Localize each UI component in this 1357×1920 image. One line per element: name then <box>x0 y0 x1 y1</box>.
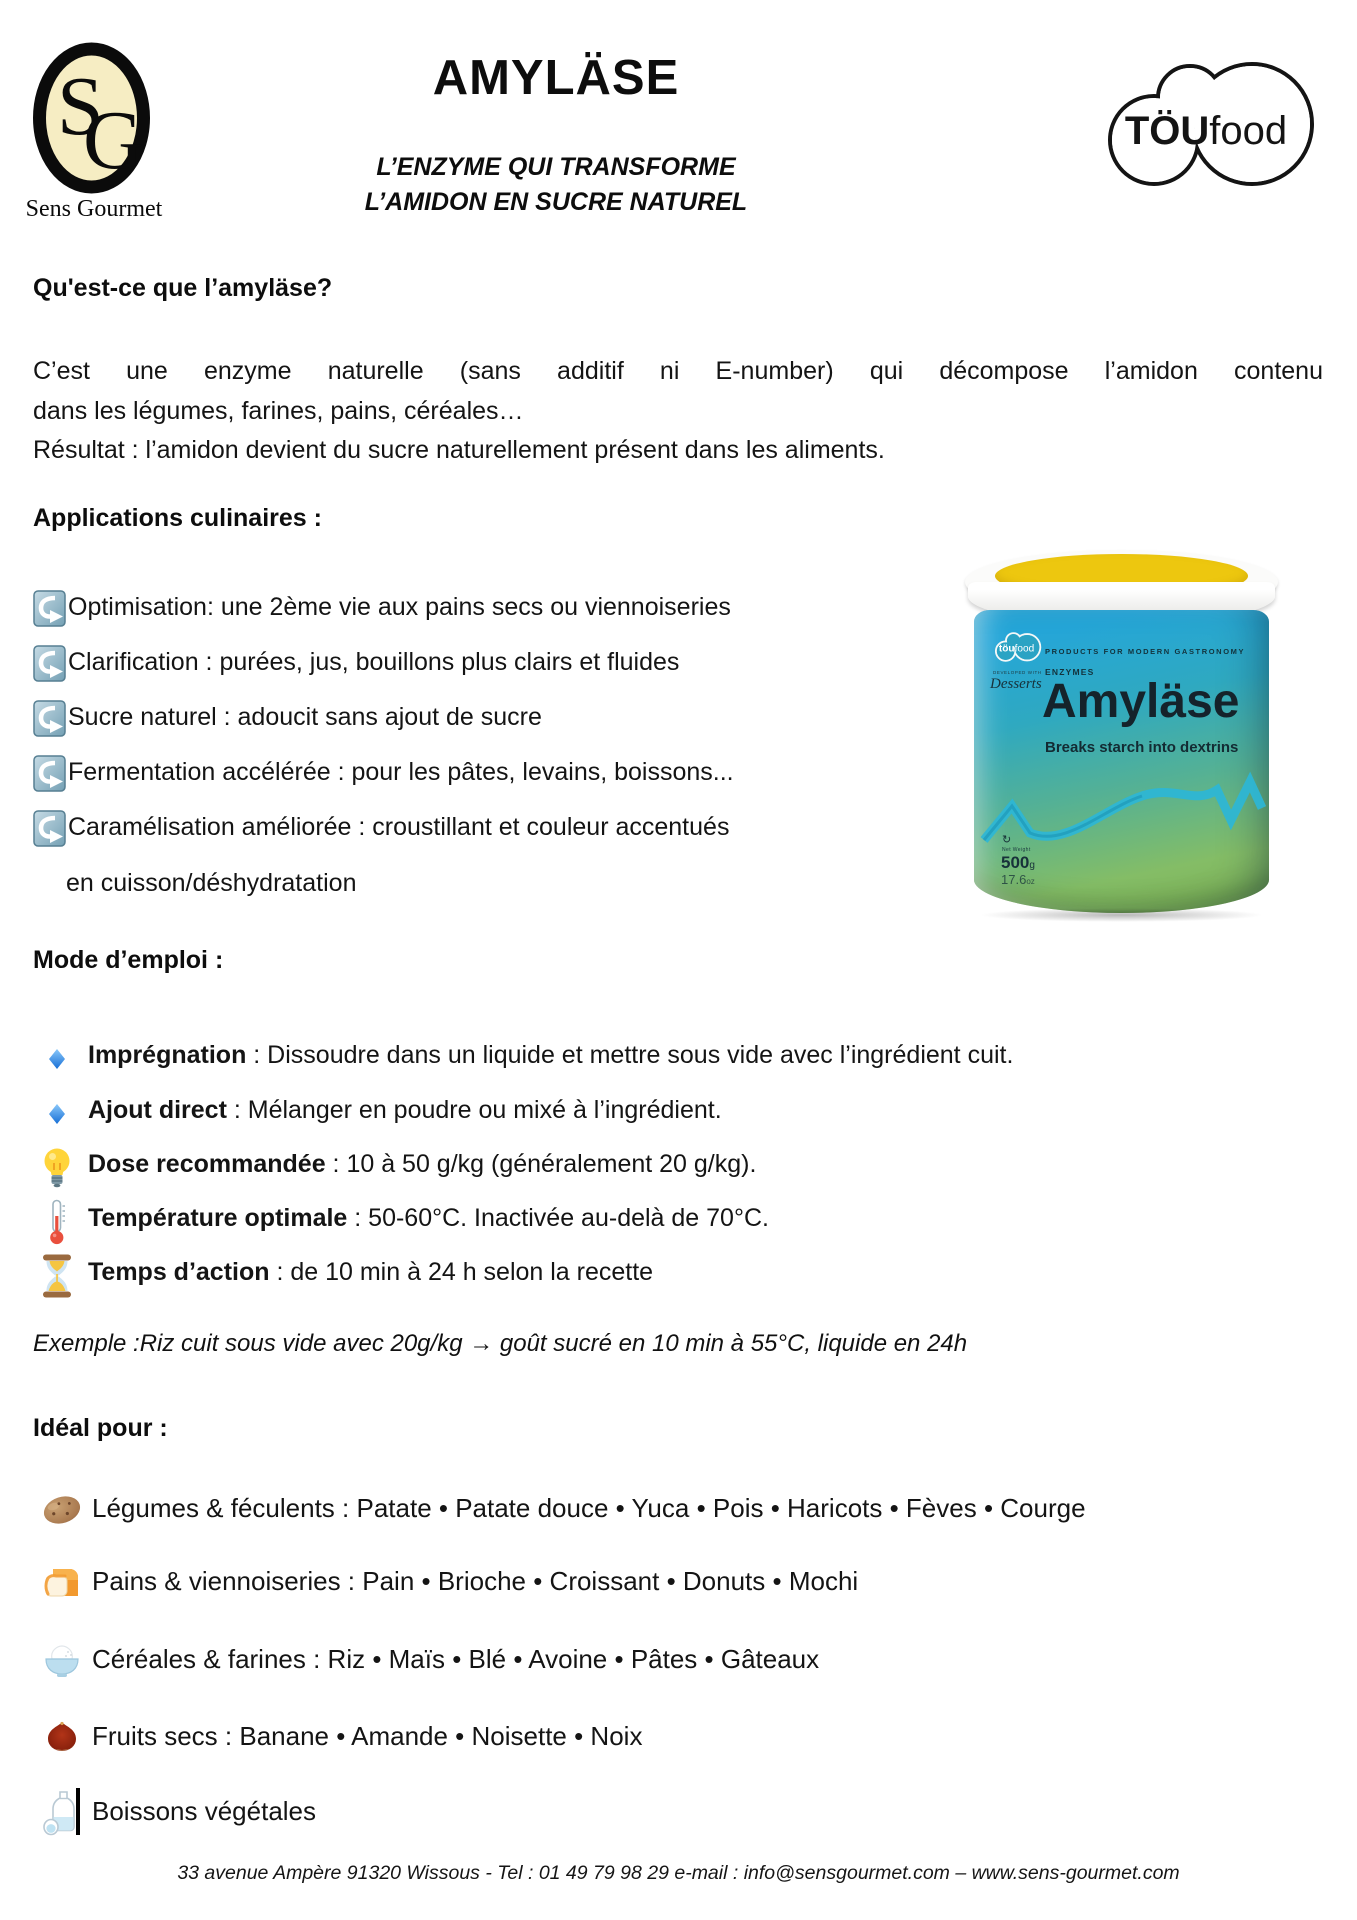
usage-detail: : 10 à 50 g/kg (généralement 20 g/kg). <box>325 1150 757 1178</box>
product-image <box>965 550 1278 922</box>
hourglass-icon <box>38 1250 76 1302</box>
curved-arrow-icon <box>33 755 66 792</box>
net-weight-oz: 17.6oz <box>1001 872 1035 887</box>
usage-detail: : Dissoudre dans un liquide et mettre sous vide avec l’ingrédient cuit. <box>246 1041 1014 1069</box>
blue-diamond-icon <box>38 1033 76 1085</box>
ideal-text: Légumes & féculents : Patate • Patate douce • Yuca • Pois • Haricots • Fèves • Courge <box>92 1493 1086 1523</box>
brand-name: Sens Gourmet <box>25 196 163 222</box>
potato-icon <box>39 1486 85 1534</box>
usage-detail: : de 10 min à 24 h selon la recette <box>269 1258 654 1286</box>
ideal-text: Céréales & farines : Riz • Maïs • Blé • Avoine • Pâtes • Gâteaux <box>92 1644 820 1674</box>
blue-diamond-icon <box>38 1088 76 1140</box>
bread-icon <box>39 1559 85 1607</box>
sens-gourmet-logo <box>33 42 150 199</box>
application-text: Caramélisation améliorée : croustillant et couleur accentués <box>68 813 730 841</box>
footer-contact-line: 33 avenue Ampère 91320 Wissous - Tel : 01 49 79 98 29 e-mail : info@sensgourmet.com – www.sens-gourmet.com <box>177 1862 1180 1884</box>
usage-label: Imprégnation <box>88 1041 247 1069</box>
ribbon-graphic <box>970 756 1270 856</box>
tub-tagline: PRODUCTS FOR MODERN GASTRONOMY <box>1045 647 1246 656</box>
sg-monogram-g: G <box>83 94 144 187</box>
tub-shadow <box>979 908 1264 922</box>
usage-text <box>88 1150 756 1179</box>
application-continuation: en cuisson/déshydratation <box>66 869 357 897</box>
ideal-text: Fruits secs : Banane • Amande • Noisette • Noix <box>92 1721 643 1751</box>
usage-label: Dose recommandée <box>88 1150 326 1178</box>
tub-category: ENZYMES <box>1045 667 1095 677</box>
curved-arrow-icon <box>33 700 66 737</box>
usage-text <box>88 1041 1013 1070</box>
usage-label: Temps d’action <box>88 1258 270 1286</box>
ideal-text: Boissons végétales <box>92 1796 317 1826</box>
curved-arrow-icon <box>33 645 66 682</box>
usage-label: Température optimale <box>88 1204 348 1232</box>
usage-heading: Mode d’emploi : <box>33 946 224 974</box>
curved-arrow-icon <box>33 590 66 627</box>
curved-arrow-icon <box>33 810 66 847</box>
chestnut-icon <box>39 1714 85 1762</box>
tub-toufood-logo <box>992 626 1042 673</box>
net-weight: 500g <box>1001 853 1035 872</box>
intro-heading: Qu'est-ce que l’amyläse? <box>33 274 333 302</box>
application-text: Fermentation accélérée : pour les pâtes, levains, boissons... <box>68 758 734 786</box>
application-text: Optimisation: une 2ème vie aux pains secs ou viennoiseries <box>68 593 731 621</box>
application-text: Sucre naturel : adoucit sans ajout de sucre <box>68 703 542 731</box>
tub-partner-logo: Desserts <box>990 676 1042 692</box>
usage-text <box>88 1258 653 1287</box>
subtitle-line-1: L’ENZYME QUI TRANSFORME <box>376 153 736 181</box>
intro-paragraph <box>33 352 1323 471</box>
page-subtitle <box>280 150 832 220</box>
net-weight-label: Net Weight <box>1002 847 1031 853</box>
ideal-heading: Idéal pour : <box>33 1414 168 1442</box>
product-claim: Breaks starch into dextrins <box>1045 739 1239 756</box>
usage-example: Exemple :Riz cuit sous vide avec 20g/kg → goût sucré en 10 min à 55°C, liquide en 24h <box>33 1330 968 1357</box>
usage-detail: : Mélanger en poudre ou mixé à l’ingrédient. <box>226 1096 722 1124</box>
tub-logo-wordmark: töufood <box>998 643 1035 655</box>
usage-detail: : 50-60°C. Inactivée au-delà de 70°C. <box>347 1204 769 1232</box>
applications-heading: Applications culinaires : <box>33 504 322 532</box>
lightbulb-icon <box>38 1142 76 1194</box>
ideal-text: Pains & viennoiseries : Pain • Brioche • Croissant • Donuts • Mochi <box>92 1566 859 1596</box>
toufood-logo <box>1092 56 1320 197</box>
application-text: Clarification : purées, jus, bouillons plus clairs et fluides <box>68 648 680 676</box>
usage-label: Ajout direct <box>88 1096 227 1124</box>
usage-text <box>88 1204 769 1233</box>
tub-developed-with: DEVELOPED WITH <box>993 670 1042 675</box>
subtitle-line-2: L’AMIDON EN SUCRE NATUREL <box>364 188 748 216</box>
rice-bowl-icon <box>39 1637 85 1685</box>
intro-line-2: dans les légumes, farines, pains, céréales… <box>33 396 524 425</box>
thermometer-icon <box>38 1196 76 1248</box>
product-name: Amyläse <box>1042 675 1240 728</box>
recycle-icon: ↻ <box>1002 834 1012 846</box>
intro-line-1: C’est une enzyme naturelle (sans additif ni E-number) qui décompose l’amidon contenu <box>33 357 1323 385</box>
toufood-wordmark: TÖUfood <box>1124 109 1288 153</box>
text-cursor-artifact <box>76 1788 80 1835</box>
usage-text <box>88 1096 722 1125</box>
intro-line-3: Résultat : l’amidon devient du sucre naturellement présent dans les aliments. <box>33 436 885 464</box>
page-title: AMYLÄSE <box>432 51 680 105</box>
sg-monogram-s: S <box>57 60 104 153</box>
